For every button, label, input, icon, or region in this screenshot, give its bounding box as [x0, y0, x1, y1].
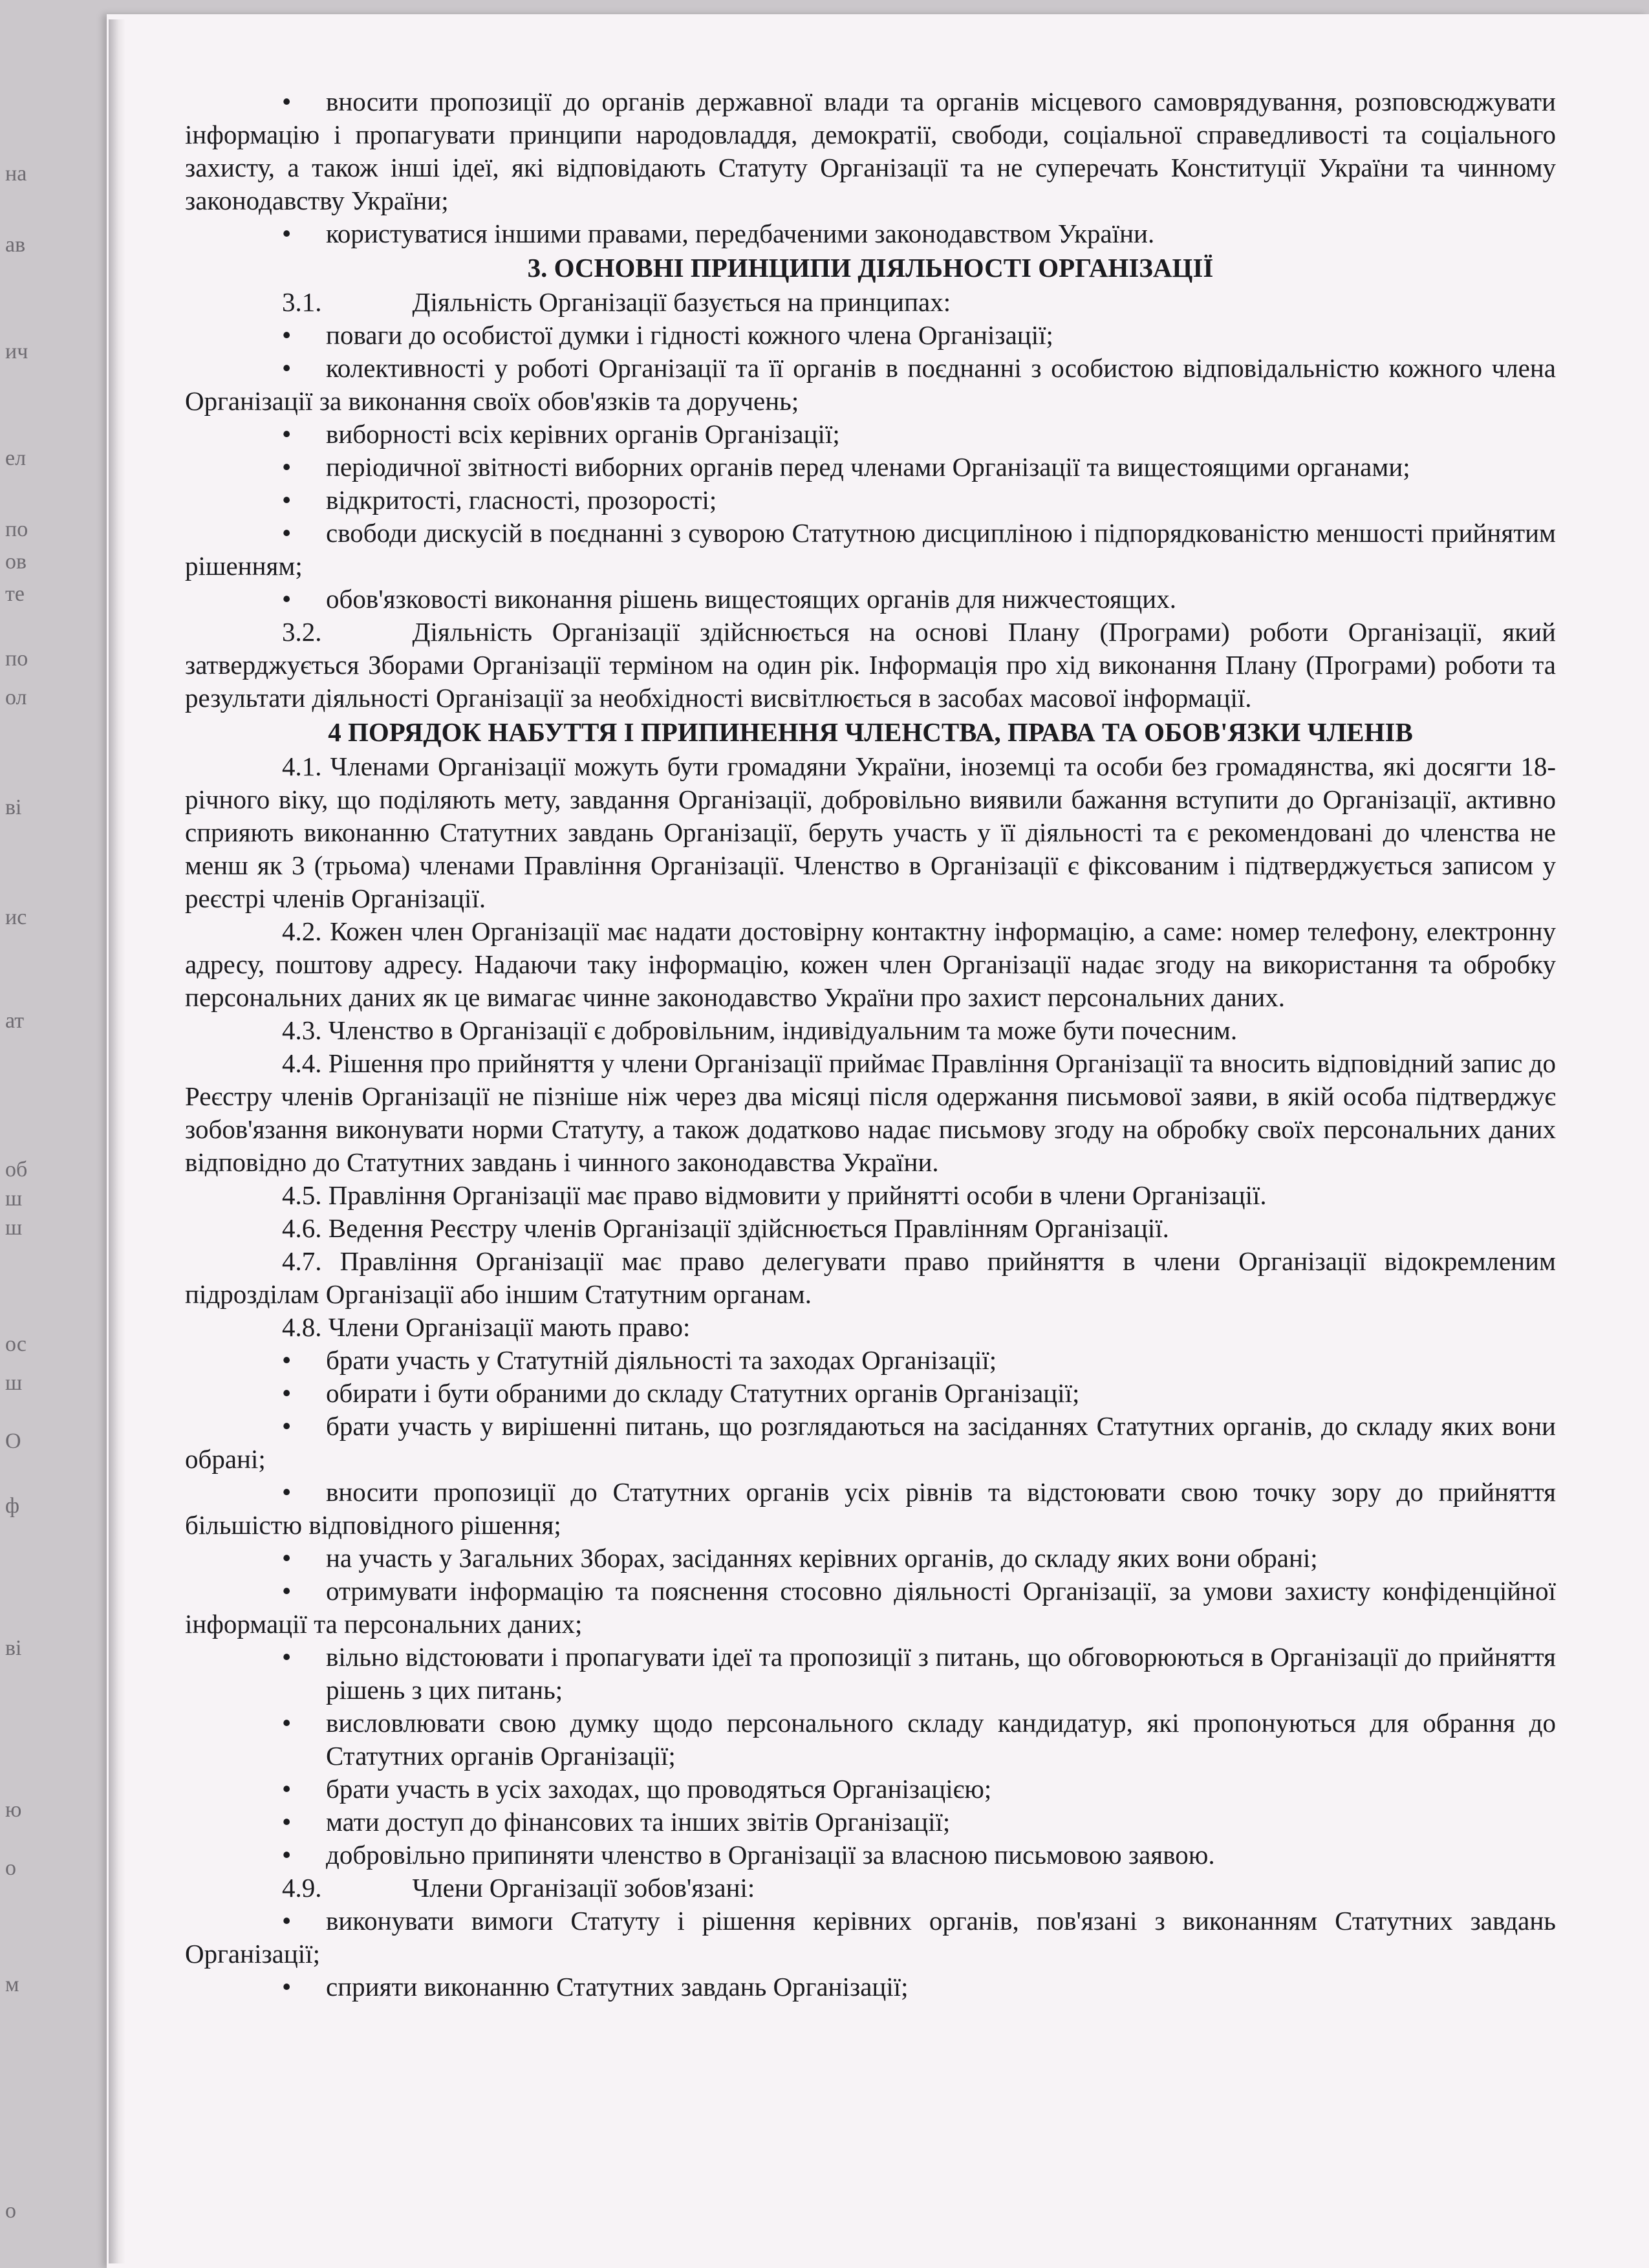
paragraph-4-8: 4.8. Члени Організації мають право:	[282, 1312, 691, 1342]
paragraph-4-7: 4.7. Правління Організації має право делегувати право прийняття в члени Організації відокремленим підрозділам Організації або іншим Статутним органам.	[185, 1246, 1556, 1309]
margin-mark: ис	[5, 905, 27, 929]
paragraph-4-2: 4.2. Кожен член Організації має надати достовірну контактну інформацію, а саме: номер телефону, електронну адресу, поштову адресу. Надаючи таку інформацію, кожен член Організації надає згоду на використання та обробку персональних даних як це вимагає чинне законодавство України про захист персональних даних.	[185, 916, 1556, 1012]
bullet-icon: •	[282, 1774, 292, 1804]
bullet-icon: •	[282, 353, 292, 383]
bullet-icon: •	[282, 1543, 292, 1573]
paragraph-4-3: 4.3. Членство в Організації є добровільним, індивідуальним та може бути почесним.	[282, 1015, 1238, 1045]
paragraph-4-4: 4.4. Рішення про прийняття у члени Організації приймає Правління Організації та вносить відповідний запис до Реєстру членів Організації не пізніше ніж через два місяці після одержання письмової заяви, в якій особа підтверджує зобов'язання виконувати норми Статуту, а також додатково надає письмову згоду на обробку своїх персональних даних відповідно до Статутних завдань і чинного законодавства України.	[185, 1048, 1556, 1177]
list-item: • брати участь у вирішенні питань, що розглядаються на засіданнях Статутних органів, до складу яких вони обрані;	[185, 1411, 1556, 1474]
page-fold-shadow	[109, 19, 125, 2263]
bullet-icon: •	[282, 1906, 292, 1936]
margin-mark: ві	[5, 795, 22, 819]
list-item: • отримувати інформацію та пояснення стосовно діяльності Організації, за умови захисту конфіденційної інформації та персональних даних;	[185, 1576, 1556, 1639]
paragraph-4-9: 4.9. Члени Організації зобов'язані:	[282, 1873, 755, 1903]
margin-mark: ос	[5, 1332, 27, 1356]
bullet-icon: •	[282, 1840, 292, 1870]
paragraph-3-1: 3.1. Діяльність Організації базується на принципах:	[282, 287, 951, 317]
list-item: • вносити пропозиції до органів державної влади та органів місцевого самоврядування, розповсюджувати інформацію і пропагувати принципи народовладдя, демократії, свободи, соціальної справедливості та соціального захисту, а також інші ідеї, які відповідають Статуту Організації та не суперечать Конституції України та чинному законодавству України;	[185, 87, 1556, 215]
list-item: • виконувати вимоги Статуту і рішення керівних органів, пов'язані з виконанням Статутних завдань Організації;	[185, 1906, 1556, 1969]
margin-mark: м	[5, 1972, 19, 1996]
margin-mark: те	[5, 582, 25, 606]
bullet-icon: •	[282, 1807, 292, 1837]
adjacent-page-bleed	[0, 0, 107, 2268]
paragraph-4-5: 4.5. Правління Організації має право відмовити у прийнятті особи в члени Організації.	[282, 1180, 1267, 1210]
margin-mark: ав	[5, 233, 26, 257]
list-item: • виборності всіх керівних органів Організації;	[185, 418, 1556, 451]
margin-mark: ич	[5, 340, 28, 363]
margin-mark: ел	[5, 446, 27, 470]
list-item: • добровільно припиняти членство в Організації за власною письмовою заявою.	[185, 1839, 1556, 1872]
bullet-icon: •	[282, 1972, 292, 2002]
list-item: • сприяти виконанню Статутних завдань Організації;	[185, 1971, 1556, 2003]
margin-mark: по	[5, 647, 28, 671]
list-item: • вільно відстоювати і пропагувати ідеї та пропозиції з питань, що обговорюються в Організації до прийняття рішень з цих питань;	[282, 1642, 1556, 1705]
section-heading-4: 4 ПОРЯДОК НАБУТТЯ І ПРИПИНЕННЯ ЧЛЕНСТВА, ПРАВА ТА ОБОВ'ЯЗКИ ЧЛЕНІВ	[328, 717, 1413, 747]
list-item: • висловлювати свою думку щодо персонального складу кандидатур, які пропонуються для обрання до Статутних органів Організації;	[282, 1708, 1556, 1771]
bullet-icon: •	[282, 1642, 292, 1672]
margin-mark: об	[5, 1158, 28, 1182]
list-item: • обирати і бути обраними до складу Статутних органів Організації;	[185, 1377, 1556, 1410]
bullet-icon: •	[282, 452, 292, 482]
list-item: • вносити пропозиції до Статутних органів усіх рівнів та відстоювати свою точку зору до прийняття більшістю відповідного рішення;	[185, 1477, 1556, 1540]
bullet-icon: •	[282, 1345, 292, 1375]
document-body	[185, 85, 1556, 2003]
list-item: • свободи дискусій в поєднанні з суворою Статутною дисципліною і підпорядкованістю меншості прийнятим рішенням;	[185, 518, 1556, 581]
paragraph-4-1: 4.1. Членами Організації можуть бути громадяни України, іноземці та особи без громадянства, які досягти 18-річного віку, що поділяють мету, завдання Організації, добровільно виявили бажання вступити до Організації, активно сприяють виконанню Статутних завдань Організації, беруть участь у її діяльності та є рекомендовані до членства не менш як 3 (трьома) членами Правління Організації. Членство в Організації є фіксованим і підтверджується записом у реєстрі членів Організації.	[185, 751, 1556, 913]
list-item: • на участь у Загальних Зборах, засіданнях керівних органів, до складу яких вони обрані;	[185, 1542, 1556, 1575]
bullet-icon: •	[282, 1477, 292, 1507]
margin-mark: ш	[5, 1216, 23, 1240]
margin-mark: ш	[5, 1187, 23, 1211]
list-item: • обов'язковості виконання рішень вищестоящих органів для нижчестоящих.	[185, 583, 1556, 616]
bullet-icon: •	[282, 419, 292, 449]
margin-mark: о	[5, 1856, 16, 1880]
bullet-icon: •	[282, 320, 292, 350]
bullet-icon: •	[282, 584, 292, 614]
margin-mark: ві	[5, 1636, 22, 1660]
list-item: • користуватися іншими правами, передбаченими законодавством України.	[185, 217, 1556, 250]
paragraph-4-6: 4.6. Ведення Реєстру членів Організації здійснюється Правлінням Організації.	[282, 1213, 1169, 1243]
bullet-icon: •	[282, 518, 292, 548]
list-item: • періодичної звітності виборних органів перед членами Організації та вищестоящими органами;	[185, 451, 1556, 484]
margin-mark: ю	[5, 1798, 22, 1822]
paragraph-3-2: 3.2. Діяльність Організації здійснюється на основі Плану (Програми) роботи Організації, який затверджується Зборами Організації терміном на один рік. Інформація про хід виконання Плану (Програми) роботи та результати діяльності Організації за необхідності висвітлюється в засобах масової інформації.	[185, 617, 1556, 713]
bullet-icon: •	[282, 1576, 292, 1606]
list-item: • брати участь в усіх заходах, що проводяться Організацією;	[185, 1773, 1556, 1806]
list-item: • відкритості, гласності, прозорості;	[185, 484, 1556, 517]
margin-mark: ш	[5, 1371, 23, 1395]
margin-mark: ф	[5, 1494, 20, 1518]
bullet-icon: •	[282, 87, 292, 116]
bullet-icon: •	[282, 219, 292, 248]
margin-mark: ов	[5, 550, 27, 574]
margin-mark: О	[5, 1429, 21, 1453]
bullet-icon: •	[282, 1378, 292, 1408]
margin-mark: о	[5, 2199, 16, 2223]
list-item: • колективності у роботі Організації та її органів в поєднанні з особистою відповідальністю кожного члена Організації за виконання своїх обов'язків та доручень;	[185, 353, 1556, 416]
section-heading-3: 3. ОСНОВНІ ПРИНЦИПИ ДІЯЛЬНОСТІ ОРГАНІЗАЦІЇ	[527, 253, 1214, 283]
list-item: • поваги до особистої думки і гідності кожного члена Організації;	[185, 319, 1556, 352]
list-item: • брати участь у Статутній діяльності та заходах Організації;	[185, 1344, 1556, 1377]
bullet-icon: •	[282, 485, 292, 515]
margin-mark: ат	[5, 1009, 25, 1033]
margin-mark: по	[5, 517, 28, 541]
list-item: • мати доступ до фінансових та інших звітів Організації;	[185, 1806, 1556, 1839]
bullet-icon: •	[282, 1411, 292, 1441]
bullet-icon: •	[282, 1708, 292, 1738]
margin-mark: ол	[5, 686, 27, 709]
margin-mark: на	[5, 162, 27, 186]
